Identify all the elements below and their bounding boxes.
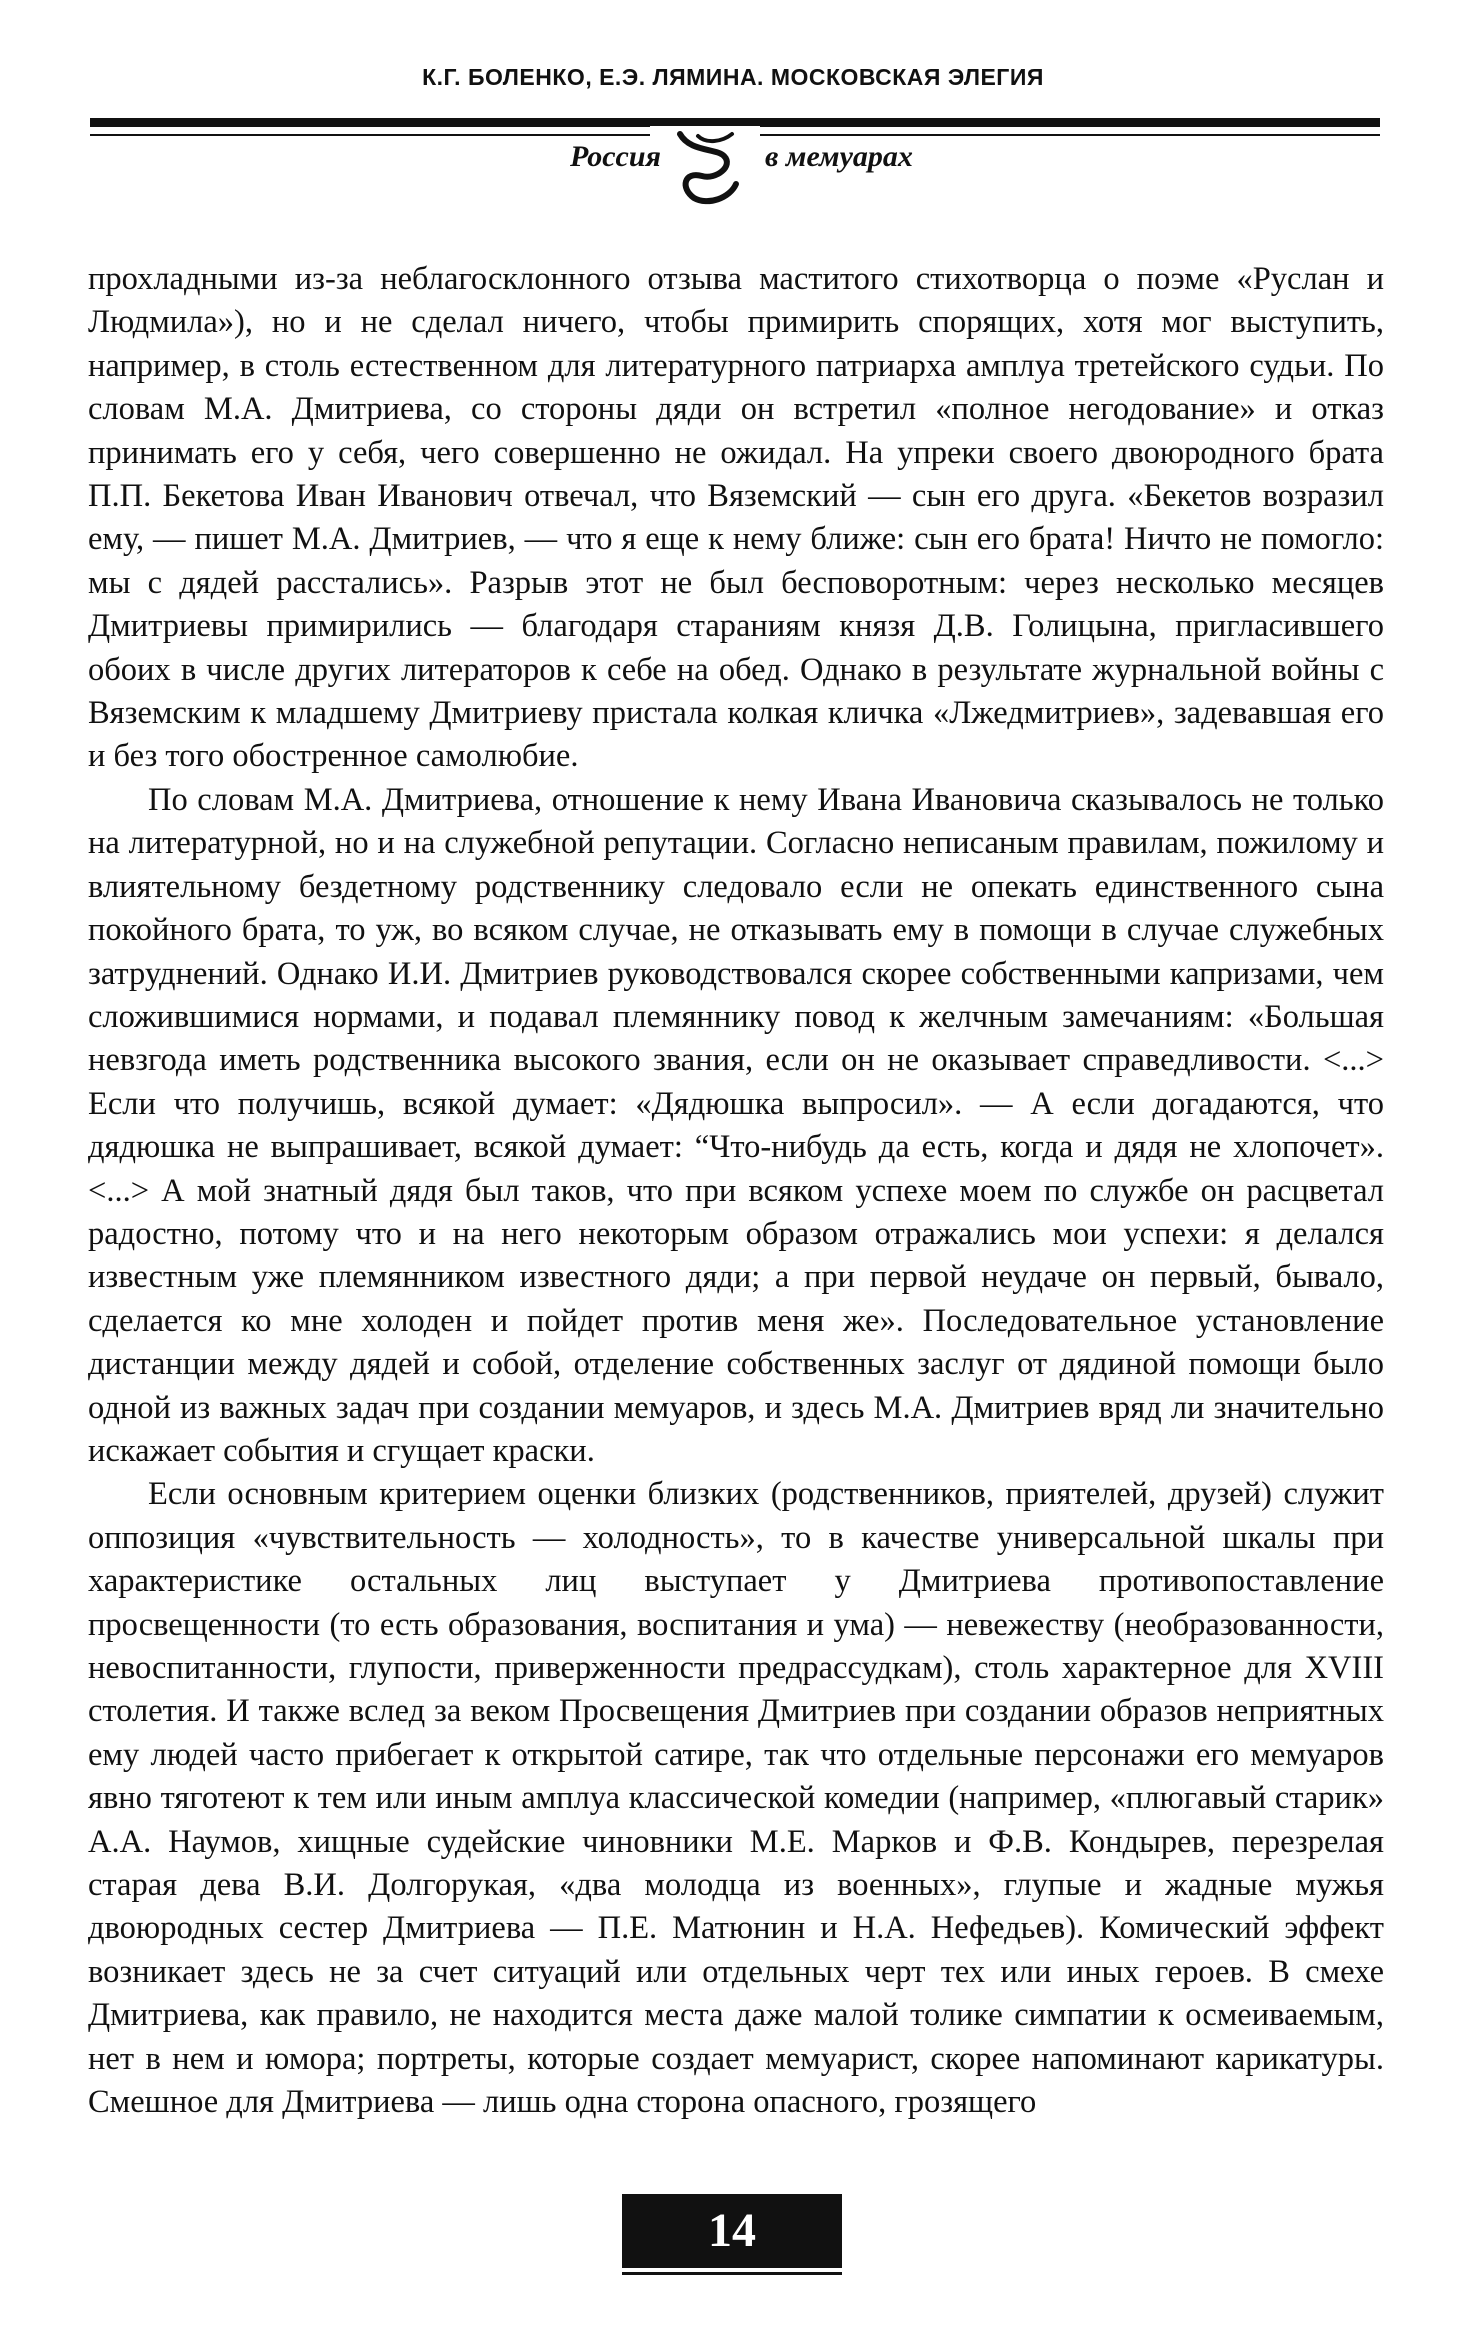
paragraph-2: По словам М.А. Дмитриева, отношение к нему Ивана Ивановича сказывалось не только на литературной, но и на служебной репутации. Согласно неписаным правилам, пожилому и влиятельному бездетному родственнику следовало если не опекать единственного сына покойного брата, то уж, во всяком случае, не отказывать ему в помощи в случае служебных затруднений. Однако И.И. Дмитриев руководствовался скорее собственными капризами, чем сложившимися нормами, и подавал племяннику повод к желчным замечаниям: «Большая невзгода иметь родственника высокого звания, если он не оказывает справедливости. <...> Если что получишь, всякой думает: «Дядюшка выпросил». — А если догадаются, что дядюшка не выпрашивает, всякой думает: “Что-нибудь да есть, когда и дядя не хлопочет». <...> А мой знатный дядя был таков, что при всяком успехе моем по службе он расцветал радостно, потому что и на него некоторым образом отражались мои успехи: я делался известным уже племянником известного дяди; а при первой неудаче он первый, бывало, сделается ко мне холоден и пойдет против меня же». Последовательное установление дистанции между дядей и собой, отделение собственных заслуг от дядиной помощи было одной из важных задач при создании мемуаров, и здесь М.А. Дмитриев вряд ли значительно искажает события и сгущает краски.: [88, 781, 1384, 1469]
article-body: [88, 258, 1384, 2124]
page-number: 14: [622, 2194, 842, 2268]
paragraph-1: прохладными из-за неблагосклонного отзыва маститого стихотворца о поэме «Руслан и Людмила»), но и не сделал ничего, чтобы примирить спорящих, хотя мог выступить, например, в столь естественном для литературного патриарха амплуа третейского судьи. По словам М.А. Дмитриева, со стороны дяди он встретил «полное негодование» и отказ принимать его у себя, чего совершенно не ожидал. На упреки своего двоюродного брата П.П. Бекетова Иван Иванович отвечал, что Вяземский — сын его друга. «Бекетов возразил ему, — пишет М.А. Дмитриев, — что я еще к нему ближе: сын его брата! Ничто не помогло: мы с дядей расстались». Разрыв этот не был бесповоротным: через несколько месяцев Дмитриевы примирились — благодаря стараниям князя Д.В. Голицына, пригласившего обоих в числе других литераторов к себе на обед. Однако в результате журнальной войны с Вяземским к младшему Дмитриеву пристала колкая кличка «Лжедмитриев», задевавшая его и без того обостренное самолюбие.: [88, 261, 1384, 775]
series-label-left: Россия: [569, 140, 661, 173]
swirl-ornament-icon: [650, 126, 760, 210]
series-label-right: в мемуарах: [765, 140, 913, 173]
paragraph-3: Если основным критерием оценки близких (родственников, приятелей, друзей) служит оппозиция «чувствительность — холодность», то в качестве универсальной шкалы при характеристике остальных лиц выступает у Дмитриева противопоставление просвещенности (то есть образования, воспитания и ума) — невежеству (необразованности, невоспитанности, глупости, приверженности предрассудкам), столь характерное для XVIII столетия. И также вслед за веком Просвещения Дмитриев при создании образов неприятных ему людей часто прибегает к открытой сатире, так что отдельные персонажи его мемуаров явно тяготеют к тем или иным амплуа классической комедии (например, «плюгавый старик» А.А. Наумов, хищные судейские чиновники М.Е. Марков и Ф.В. Кондырев, перезрелая старая дева В.И. Долгорукая, «два молодца из военных», глупые и жадные мужья двоюродных сестер Дмитриева — П.Е. Матюнин и Н.А. Нефедьев). Комический эффект возникает здесь не за счет ситуаций или отдельных черт тех или иных героев. В смехе Дмитриева, как правило, не находится места даже малой толике симпатии к осмеиваемым, нет в нем и юмора; портреты, которые создает мемуарист, скорее напоминают карикатуры. Смешное для Дмитриева — лишь одна сторона опасного, грозящего: [88, 1476, 1384, 2121]
page-number-underline: [622, 2272, 842, 2275]
running-title: К.Г. БОЛЕНКО, Е.Э. ЛЯМИНА. МОСКОВСКАЯ ЭЛЕГИЯ: [422, 64, 1044, 90]
